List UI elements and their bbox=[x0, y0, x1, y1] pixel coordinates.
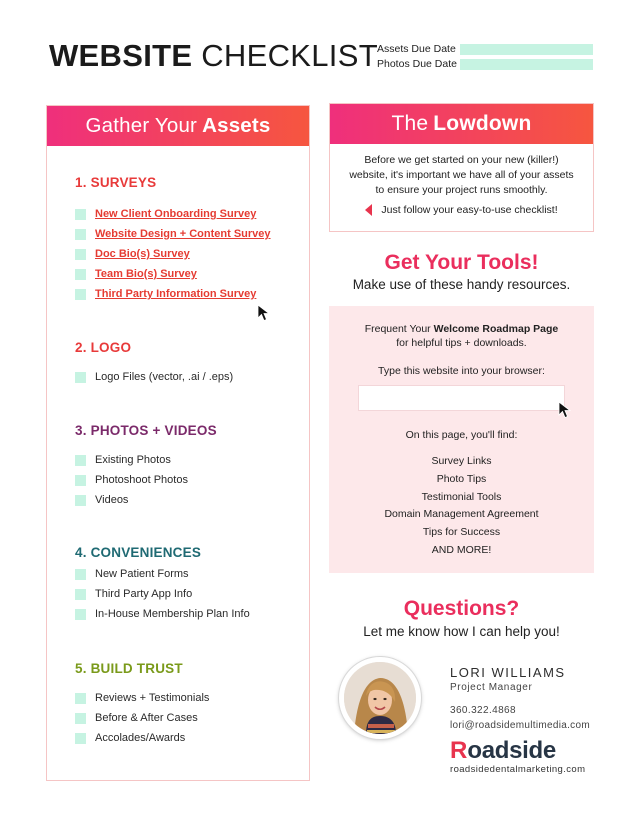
list-item[interactable] bbox=[75, 224, 271, 244]
list-item[interactable] bbox=[75, 708, 209, 728]
survey-link[interactable]: Team Bio(s) Survey bbox=[95, 268, 197, 280]
lowdown-text: Before we get started on your new (killer!) website, it's important we have all of your assets to ensure your project runs smoothly. bbox=[349, 154, 574, 196]
list-item[interactable] bbox=[75, 688, 209, 708]
checkbox[interactable] bbox=[75, 569, 86, 580]
photos-due-field[interactable] bbox=[460, 59, 593, 70]
list-item[interactable] bbox=[75, 204, 271, 224]
list-item[interactable] bbox=[75, 470, 217, 490]
list-item[interactable] bbox=[75, 604, 250, 624]
checkbox[interactable] bbox=[75, 372, 86, 383]
questions-title: Questions? bbox=[403, 597, 520, 620]
follow-line bbox=[330, 204, 593, 216]
survey-link[interactable]: Third Party Information Survey bbox=[95, 288, 257, 300]
lowdown-header bbox=[330, 104, 593, 144]
list-item[interactable] bbox=[75, 450, 217, 470]
checkbox[interactable] bbox=[75, 475, 86, 486]
cursor-icon bbox=[558, 401, 572, 419]
section-title: 4. CONVENIENCES bbox=[75, 545, 202, 560]
contact-name: LORI WILLIAMS bbox=[450, 665, 566, 680]
list-item: Tips for Success bbox=[422, 526, 501, 539]
section-title: 1. SURVEYS bbox=[75, 175, 157, 190]
checkbox[interactable] bbox=[75, 229, 86, 240]
gather-head-light: Gather Your bbox=[85, 114, 198, 137]
gather-assets-header bbox=[47, 106, 309, 146]
checkbox[interactable] bbox=[75, 733, 86, 744]
item-label: Third Party App Info bbox=[95, 588, 193, 600]
list-item: Domain Management Agreement bbox=[384, 508, 539, 521]
roadside-logo bbox=[450, 737, 590, 763]
checkbox[interactable] bbox=[75, 269, 86, 280]
contact-website[interactable]: roadsidedentalmarketing.com bbox=[450, 764, 586, 775]
list-item: AND MORE! bbox=[431, 543, 492, 556]
roadmap-text bbox=[329, 322, 594, 350]
list-item[interactable] bbox=[75, 584, 250, 604]
gather-assets-panel bbox=[46, 105, 310, 781]
contact-role: Project Manager bbox=[450, 682, 533, 693]
checkbox[interactable] bbox=[75, 289, 86, 300]
item-label: In-House Membership Plan Info bbox=[95, 608, 250, 620]
arrow-left-icon bbox=[365, 204, 372, 216]
list-item[interactable] bbox=[75, 367, 233, 387]
section-title: 2. LOGO bbox=[75, 340, 132, 355]
logo-wordmark: oadside bbox=[467, 737, 556, 764]
lowdown-head-light: The bbox=[391, 112, 429, 135]
portrait-photo bbox=[344, 662, 416, 734]
item-label: Photoshoot Photos bbox=[95, 474, 188, 486]
section-logo bbox=[75, 340, 233, 387]
section-title: 3. PHOTOS + VIDEOS bbox=[75, 423, 217, 438]
find-list bbox=[329, 453, 594, 560]
checkbox[interactable] bbox=[75, 693, 86, 704]
type-website-text: Type this website into your browser: bbox=[378, 365, 545, 377]
section-photos-videos bbox=[75, 423, 217, 510]
list-item[interactable] bbox=[75, 264, 271, 284]
checkbox[interactable] bbox=[75, 249, 86, 260]
checkbox[interactable] bbox=[75, 209, 86, 220]
survey-link[interactable]: Website Design + Content Survey bbox=[95, 228, 271, 240]
section-conveniences bbox=[75, 545, 250, 624]
list-item[interactable] bbox=[75, 728, 209, 748]
assets-due-row bbox=[377, 43, 593, 55]
list-item: Testimonial Tools bbox=[421, 490, 502, 503]
website-url-field[interactable] bbox=[358, 385, 565, 411]
list-item[interactable] bbox=[75, 244, 271, 264]
list-item: Survey Links bbox=[431, 455, 492, 467]
roadmap-page-link[interactable]: Welcome Roadmap Page bbox=[433, 323, 559, 335]
item-label: Videos bbox=[95, 494, 129, 506]
item-label: Before & After Cases bbox=[95, 712, 198, 724]
roadmap-line2: for helpful tips + downloads. bbox=[396, 337, 527, 349]
tools-title: Get Your Tools! bbox=[384, 251, 539, 274]
item-label: Reviews + Testimonials bbox=[95, 692, 210, 704]
find-heading: On this page, you'll find: bbox=[405, 429, 518, 441]
page-title bbox=[49, 38, 378, 74]
item-label: Logo Files (vector, .ai / .eps) bbox=[95, 371, 234, 383]
photos-due-label: Photos Due Date bbox=[377, 58, 457, 70]
tools-box bbox=[329, 306, 594, 573]
avatar bbox=[339, 657, 421, 739]
section-title: 5. BUILD TRUST bbox=[75, 661, 183, 676]
item-label: Accolades/Awards bbox=[95, 732, 186, 744]
survey-link[interactable]: New Client Onboarding Survey bbox=[95, 208, 257, 220]
contact-email[interactable]: lori@roadsidemultimedia.com bbox=[450, 720, 590, 731]
item-label: Existing Photos bbox=[95, 454, 171, 466]
title-light: CHECKLIST bbox=[201, 38, 378, 73]
item-label: New Patient Forms bbox=[95, 568, 189, 580]
cursor-icon bbox=[257, 304, 271, 322]
roadmap-prefix: Frequent Your bbox=[364, 323, 431, 335]
photos-due-row bbox=[377, 58, 593, 70]
checkbox[interactable] bbox=[75, 455, 86, 466]
checkbox[interactable] bbox=[75, 589, 86, 600]
assets-due-field[interactable] bbox=[460, 44, 593, 55]
contact-phone[interactable]: 360.322.4868 bbox=[450, 705, 516, 716]
lowdown-panel bbox=[329, 103, 594, 232]
questions-subtitle: Let me know how I can help you! bbox=[363, 624, 560, 639]
contact-card bbox=[450, 665, 590, 775]
survey-link[interactable]: Doc Bio(s) Survey bbox=[95, 248, 190, 260]
section-surveys bbox=[75, 175, 271, 304]
title-bold: WEBSITE bbox=[49, 38, 193, 73]
checkbox[interactable] bbox=[75, 495, 86, 506]
list-item[interactable] bbox=[75, 490, 217, 510]
gather-head-bold: Assets bbox=[202, 114, 271, 137]
logo-r-mark: R bbox=[450, 737, 468, 764]
section-build-trust bbox=[75, 661, 209, 748]
tools-subtitle: Make use of these handy resources. bbox=[352, 277, 571, 292]
follow-text: Just follow your easy-to-use checklist! bbox=[381, 204, 558, 216]
checkbox[interactable] bbox=[75, 713, 86, 724]
lowdown-head-bold: Lowdown bbox=[433, 112, 532, 135]
list-item: Photo Tips bbox=[436, 472, 487, 485]
list-item[interactable] bbox=[75, 284, 271, 304]
list-item[interactable] bbox=[75, 564, 250, 584]
checkbox[interactable] bbox=[75, 609, 86, 620]
assets-due-label: Assets Due Date bbox=[377, 43, 456, 55]
